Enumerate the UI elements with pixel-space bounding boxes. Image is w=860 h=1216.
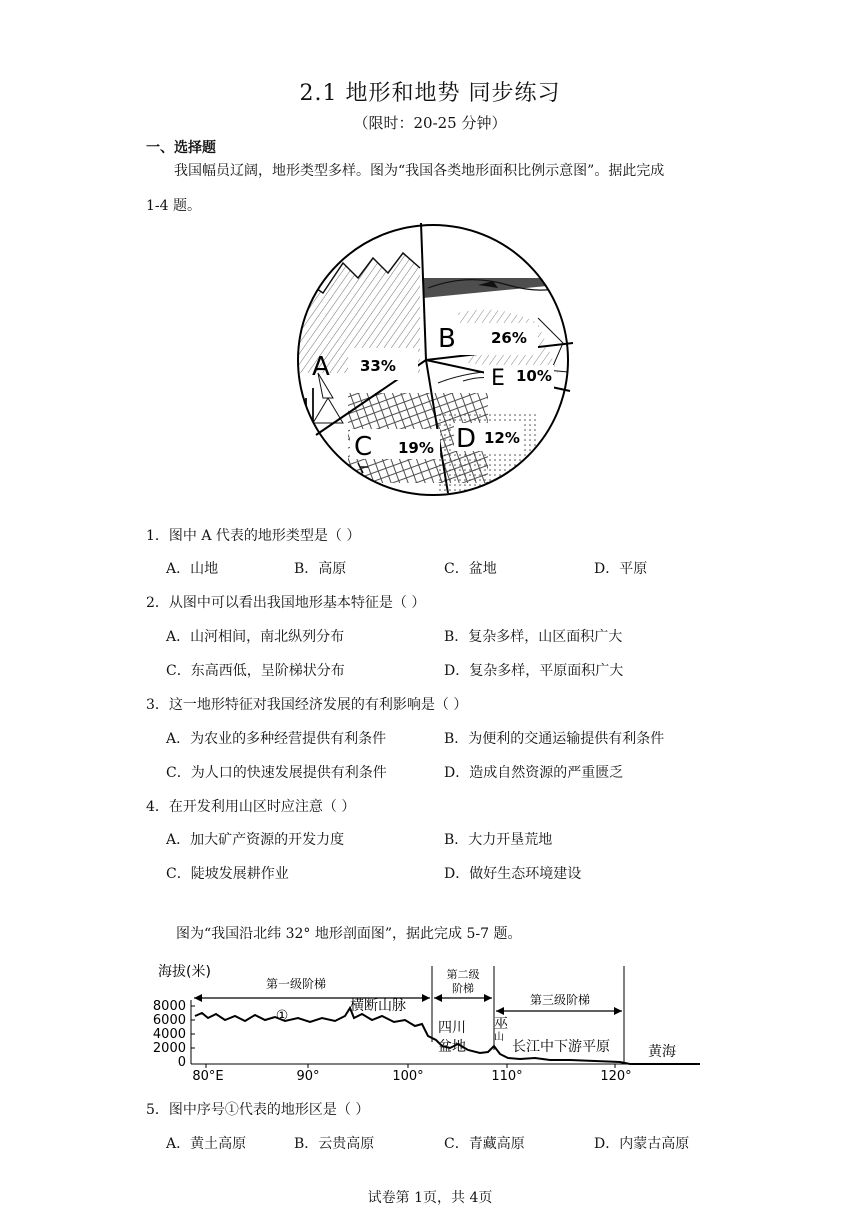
q2-option-c[interactable]: C．东高西低，呈阶梯状分布 <box>166 663 345 679</box>
question-4-stem: 4．在开发利用山区时应注意（ ） <box>146 799 356 815</box>
sichuan-label-line2: 盆地 <box>438 1039 466 1055</box>
q2-option-b[interactable]: B．复杂多样，山区面积广大 <box>444 629 623 645</box>
pie-label-e: E <box>491 366 505 391</box>
ytick-0: 0 <box>177 1055 186 1070</box>
question-5-stem: 5．图中序号①代表的地形区是（ ） <box>146 1102 370 1118</box>
page-footer: 试卷第 1页，共 4页 <box>367 1190 493 1206</box>
intro-line-2: 1-4 题。 <box>146 198 201 214</box>
q1-option-c[interactable]: C．盆地 <box>444 561 497 577</box>
pie-label-d: D <box>456 424 477 454</box>
pie-value-c: 19% <box>398 439 434 457</box>
q4-option-d[interactable]: D．做好生态环境建设 <box>444 866 582 882</box>
section-heading: 一、选择题 <box>146 140 216 156</box>
q3-option-b[interactable]: B．为便利的交通运输提供有利条件 <box>444 731 665 747</box>
q1-option-d[interactable]: D．平原 <box>594 561 648 577</box>
step-1-label: 第一级阶梯 <box>265 977 327 991</box>
page-title: 2.1 地形和地势 同步练习 <box>299 81 561 106</box>
terrain-profile-figure <box>150 958 710 1086</box>
q5-option-d[interactable]: D．内蒙古高原 <box>594 1136 690 1152</box>
q5-option-c[interactable]: C．青藏高原 <box>444 1136 525 1152</box>
q4-option-a[interactable]: A．加大矿产资源的开发力度 <box>166 832 345 848</box>
q2-option-a[interactable]: A．山河相间，南北纵列分布 <box>166 629 345 645</box>
q3-option-c[interactable]: C．为人口的快速发展提供有利条件 <box>166 765 387 781</box>
ytick-2000: 2000 <box>152 1041 186 1056</box>
intro-paragraph-1-cont <box>146 190 726 223</box>
q5-option-a[interactable]: A．黄土高原 <box>166 1136 247 1152</box>
step-2-label-line2: 阶梯 <box>452 982 474 995</box>
q2-option-d[interactable]: D．复杂多样，平原面积广大 <box>444 663 624 679</box>
intro-line-1: 我国幅员辽阔，地形类型多样。图为“我国各类地形面积比例示意图”。据此完成 <box>174 163 665 179</box>
sichuan-label-line1: 四川 <box>438 1020 466 1036</box>
pie-value-b: 26% <box>491 329 527 347</box>
step-2-label-line1: 第二级 <box>446 968 480 981</box>
ytick-8000: 8000 <box>152 999 186 1014</box>
time-limit: （限时：20-25 分钟） <box>353 114 507 132</box>
q4-option-c[interactable]: C．陡坡发展耕作业 <box>166 866 289 882</box>
intro-paragraph-2: 图为“我国沿北纬 32° 地形剖面图”，据此完成 5-7 题。 <box>176 926 522 942</box>
hengduan-label: 横断山脉 <box>350 998 406 1014</box>
q4-option-b[interactable]: B．大力开垦荒地 <box>444 832 553 848</box>
pie-label-c: C <box>354 432 373 462</box>
q3-option-a[interactable]: A．为农业的多种经营提供有利条件 <box>166 731 387 747</box>
q1-option-b[interactable]: B．高原 <box>294 561 347 577</box>
xtick-80e: 80°E <box>192 1069 224 1084</box>
changjiang-label: 长江中下游平原 <box>512 1039 610 1055</box>
xtick-100: 100° <box>392 1069 424 1084</box>
intro-paragraph-1 <box>146 155 726 188</box>
question-1-stem: 1．图中 A 代表的地形类型是（ ） <box>146 528 361 544</box>
huanghai-label: 黄海 <box>648 1044 676 1060</box>
xtick-120: 120° <box>600 1069 632 1084</box>
wushan-label: 巫 <box>494 1016 508 1032</box>
region-marker-1: ① <box>275 1008 289 1024</box>
ytick-4000: 4000 <box>152 1027 186 1042</box>
xtick-90: 90° <box>296 1069 320 1084</box>
q1-option-a[interactable]: A．山地 <box>166 561 219 577</box>
pie-value-d: 12% <box>484 429 520 447</box>
q3-option-d[interactable]: D．造成自然资源的严重匮乏 <box>444 765 624 781</box>
wushan-label-2: 山 <box>494 1032 504 1043</box>
question-2-stem: 2．从图中可以看出我国地形基本特征是（ ） <box>146 595 426 611</box>
pie-value-a: 33% <box>360 357 396 375</box>
pie-label-b: B <box>438 324 456 354</box>
q5-option-b[interactable]: B．云贵高原 <box>294 1136 375 1152</box>
step-3-label: 第三级阶梯 <box>529 993 591 1007</box>
profile-ylabel: 海拔(米) <box>158 964 211 980</box>
xtick-110: 110° <box>491 1069 523 1084</box>
ytick-6000: 6000 <box>152 1013 186 1028</box>
question-3-stem: 3．这一地形特征对我国经济发展的有利影响是（ ） <box>146 697 468 713</box>
terrain-pie-figure <box>288 223 578 498</box>
pie-value-e: 10% <box>516 367 552 385</box>
pie-label-a: A <box>312 352 330 382</box>
